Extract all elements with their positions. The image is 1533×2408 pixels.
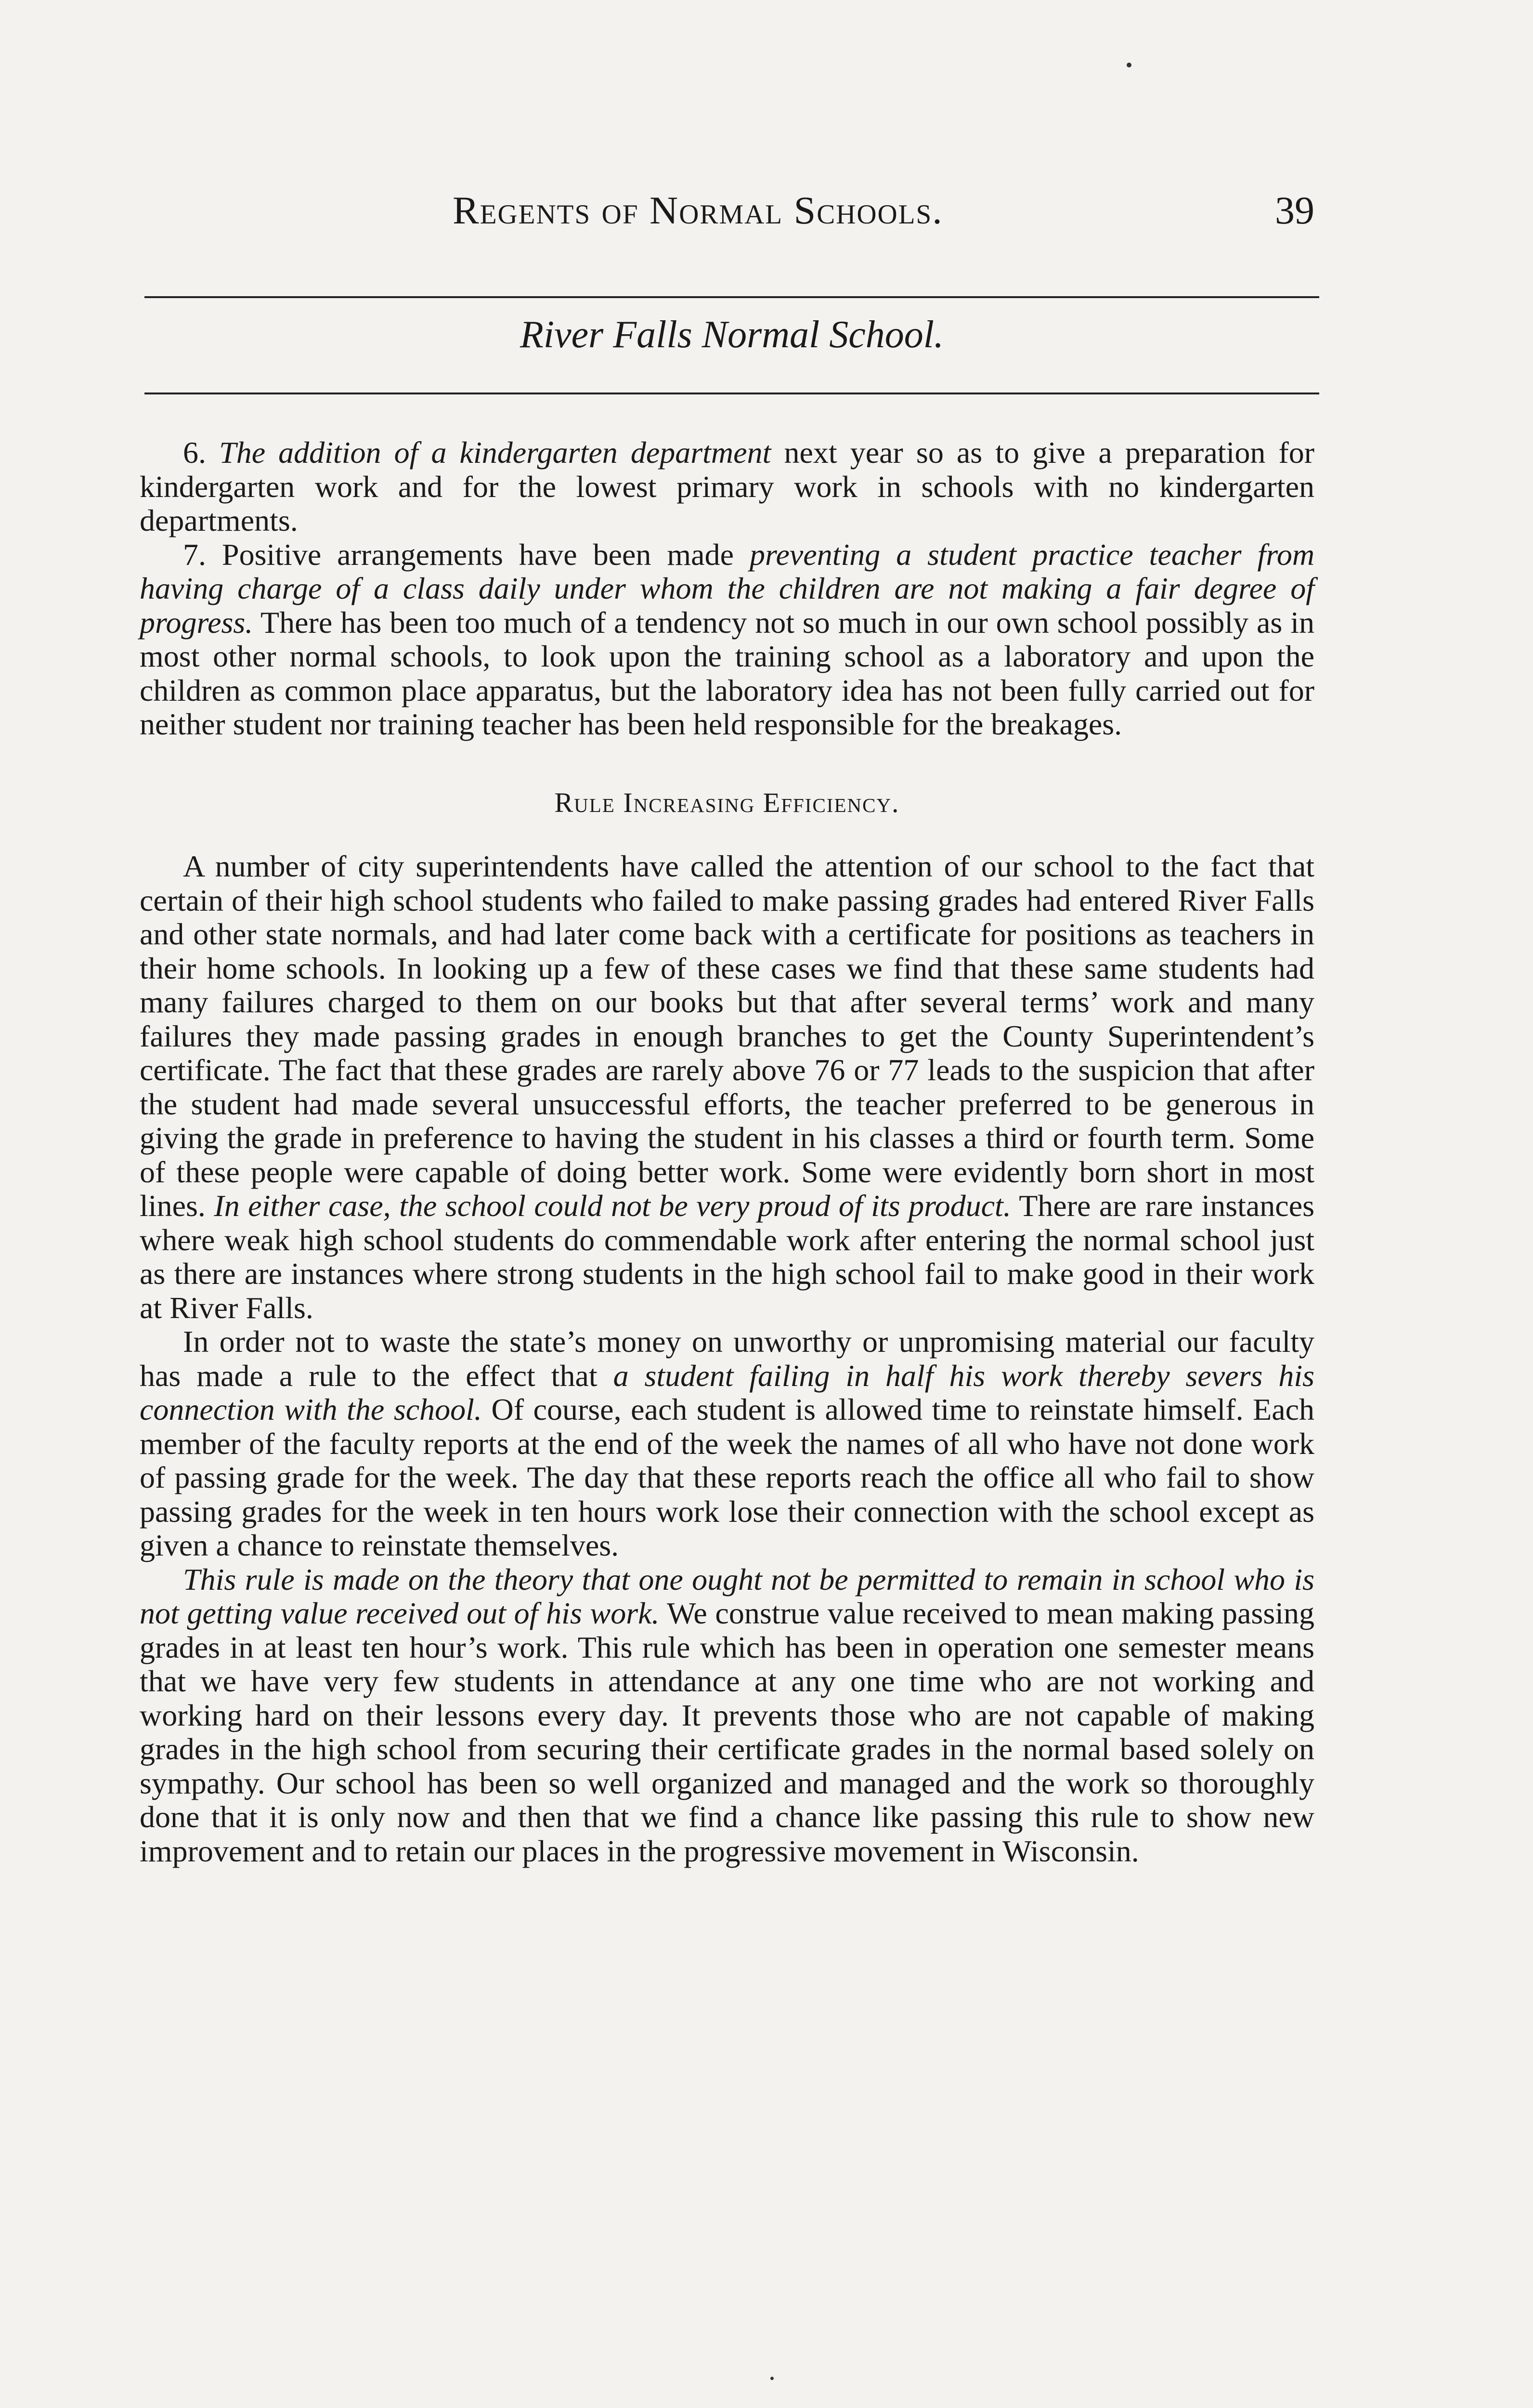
paragraph-text: In order not to waste the state’s money on unworthy or unpromising material our faculty has made a rule to the effect that <box>140 1324 1314 1393</box>
item-6-paragraph <box>140 436 1314 538</box>
page-number: 39 <box>1275 188 1314 232</box>
item-number: 6. <box>183 435 206 470</box>
header-rule-bottom <box>144 393 1319 394</box>
italic-phrase: This rule is made on the theory that one ought not be permitted to remain in school who is not getting value received out of his work. <box>140 1562 1314 1630</box>
running-title: Regents of Normal Schools. <box>453 188 943 232</box>
paragraph-1 <box>140 850 1314 1325</box>
print-speck <box>770 2377 774 2380</box>
paragraph-text: We construe value received to mean making passing grades in at least ten hour’s work. This rule which has been in operation one semester means that we have very few students in attendance at any one time who are not working and working hard on their lessons every day. It prevents those who are not capable of making grades in the high school from securing their certificate grades in the normal based solely on sympathy. Our school has been so well organized and managed and the work so thoroughly done that it is only now and then that we find a chance like passing this rule to show new improvement and to retain our places in the progressive movement in Wisconsin. <box>140 1596 1315 1868</box>
item-number: 7. <box>183 537 206 572</box>
school-name: River Falls Normal School. <box>520 314 944 356</box>
italic-phrase: preventing a student practice teacher from having charge of a class daily under whom the children are not making a fair degree of progress. <box>140 537 1315 640</box>
page-header <box>140 188 1314 246</box>
paragraph-3 <box>140 1563 1314 1869</box>
italic-phrase: In either case, the school could not be very proud of its product. <box>214 1189 1011 1223</box>
paragraph-2 <box>140 1325 1314 1563</box>
paragraph-text: There are rare instances where weak high school students do commendable work after entering the normal school just as there are instances where strong students in the high school fail to make good in their work at River Falls. <box>140 1189 1315 1325</box>
header-rule-top <box>144 296 1319 298</box>
paragraph-text: Positive arrangements have been made <box>221 537 734 572</box>
paragraph-text: Of course, each student is allowed time to reinstate himself. Each member of the faculty reports at the end of the week the names of all who have not done work of passing grade for the week. The day that these reports reach the office all who fail to show passing grades for the week in ten hours work lose their connection with the school except as given a chance to reinstate themselves. <box>140 1392 1315 1562</box>
paragraph-text: There has been too much of a tendency not so much in our own school possibly as in most other normal schools, to look upon the training school as a laboratory and upon the children as common place apparatus, but the laboratory idea has not been fully carried out for neither student nor training teacher has been held responsible for the breakages. <box>140 605 1315 741</box>
paragraph-text: A number of city superintendents have called the attention of our school to the fact that certain of their high school students who failed to make passing grades had entered River Falls and other state normals, and had later come back with a certificate for positions as teachers in their home schools. In looking up a few of these cases we find that these same students had many failures charged to them on our books but that after several terms’ work and many failures they made passing grades in enough branches to get the County Superintendent’s certificate. The fact that these grades are rarely above 76 or 77 leads to the suspicion that after the student had made several unsuccessful efforts, the teacher preferred to be generous in giving the grade in preference to having the student in his classes a third or fourth term. Some of these people were capable of doing better work. Some were evidently born short in most lines. <box>140 849 1314 1223</box>
italic-phrase: a student failing in half his work thereby severs his connection with the school. <box>140 1358 1315 1426</box>
paragraph-text: next year so as to give a preparation for kindergarten work and for the lowest primary work in schools with no kindergarten departments. <box>140 435 1315 537</box>
italic-phrase: The addition of a kindergarten department <box>219 435 771 470</box>
section-heading: Rule Increasing Efficiency. <box>554 786 900 818</box>
item-7-paragraph <box>140 538 1314 742</box>
print-speck <box>1127 63 1131 67</box>
body-text <box>140 436 1314 1868</box>
